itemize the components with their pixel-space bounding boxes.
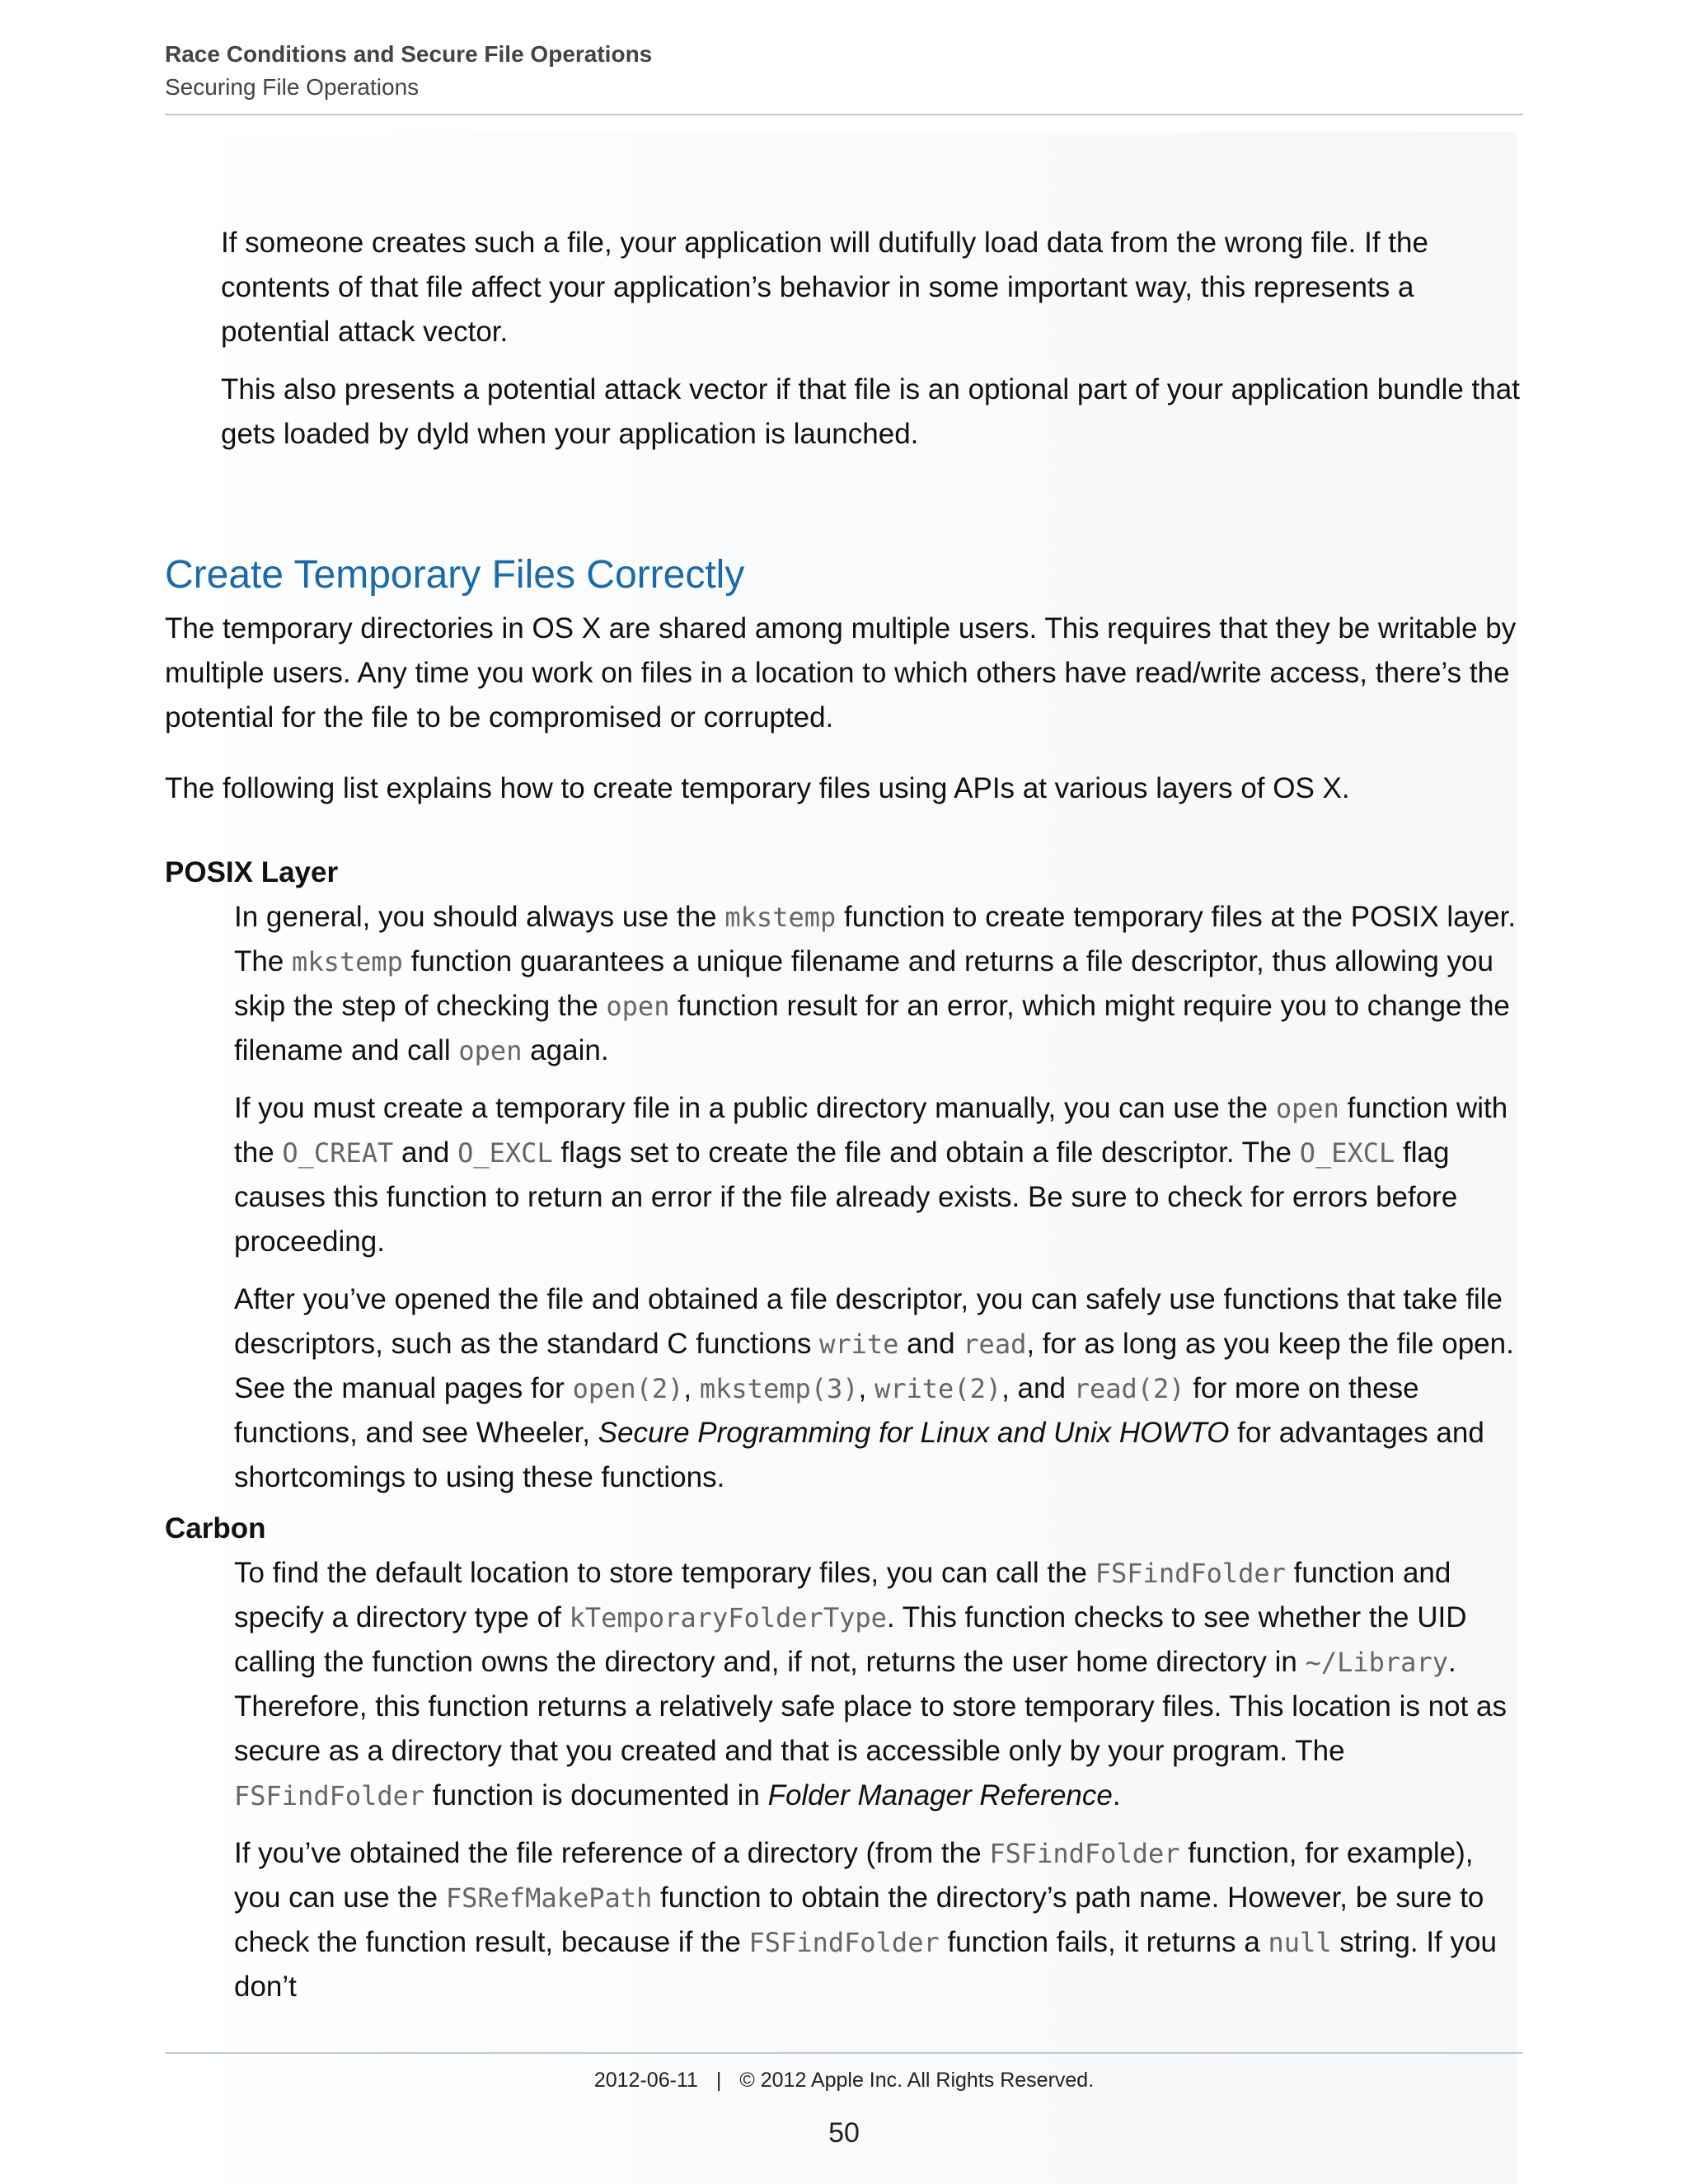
code-null: null — [1268, 1927, 1332, 1958]
intro-block — [221, 221, 1523, 457]
code-write: write — [819, 1329, 899, 1360]
code-open: open — [1275, 1093, 1339, 1124]
code-mkstemp: mkstemp — [724, 902, 837, 933]
page-footer — [0, 2065, 1688, 2095]
book-title-folder-manager: Folder Manager Reference — [767, 1779, 1113, 1811]
code-fsfindfolder: FSFindFolder — [989, 1838, 1180, 1869]
code-library-path: ~/Library — [1305, 1647, 1448, 1678]
header-divider — [165, 114, 1523, 115]
posix-paragraph-1: In general, you should always use the mkstemp function to create temporary files at the POSIX layer. The mkstemp function guarantees a unique filename and returns a file descriptor, thus allowing you skip the step of checking the open function result for an error, which might require you to change the filename and call open again. — [234, 901, 1517, 1066]
posix-layer-definition — [234, 895, 1523, 1500]
code-read-2: read(2) — [1073, 1373, 1185, 1404]
carbon-term: Carbon — [165, 1512, 266, 1544]
footer-separator: | — [715, 2069, 722, 2092]
page-content — [165, 221, 1523, 2009]
footer-divider — [165, 2052, 1523, 2054]
posix-paragraph-3: After you’ve opened the file and obtained a file descriptor, you can safely use functions that take file descriptors, such as the standard C functions write and read, for as long as you keep the file open. See the manual pages for open(2), mkstemp(3), write(2), and read(2) for more on these functions, and see Wheeler, Secure Programming for Linux and Unix HOWTO for advantages and shortcomings to using these functions. — [234, 1283, 1514, 1493]
carbon-paragraph-2: If you’ve obtained the file reference of a directory (from the FSFindFolder function, for example), you can use the FSRefMakePath function to obtain the directory’s path name. However, be sure to check the function result, because if the FSFindFolder function fails, it returns a null string. If you don’t — [234, 1837, 1497, 2003]
code-ktemporaryfoldertype: kTemporaryFolderType — [569, 1602, 887, 1633]
code-o-excl: O_EXCL — [457, 1137, 553, 1169]
section-heading: Create Temporary Files Correctly — [165, 553, 745, 597]
code-o-creat: O_CREAT — [282, 1137, 394, 1169]
code-write-2: write(2) — [874, 1373, 1002, 1404]
code-open: open — [606, 991, 670, 1022]
page-number: 50 — [828, 2117, 860, 2149]
code-o-excl: O_EXCL — [1299, 1137, 1395, 1169]
running-header — [165, 38, 652, 104]
carbon-paragraph-1: To find the default location to store temporary files, you can call the FSFindFolder function and specify a directory type of kTemporaryFolderType. This function checks to see whether the UID calling the function owns the directory and, if not, returns the user home directory in ~/Library. Therefore, this function returns a relatively safe place to store temporary files. This location is not as secure as a directory that you created and that is accessible only by your program. The FSFindFolder function is documented in Folder Manager Reference. — [234, 1557, 1507, 1811]
code-fsfindfolder: FSFindFolder — [748, 1927, 940, 1958]
code-fsrefmakepath: FSRefMakePath — [445, 1882, 653, 1914]
posix-layer-term: POSIX Layer — [165, 856, 339, 888]
code-mkstemp: mkstemp — [292, 946, 403, 977]
code-open: open — [458, 1035, 523, 1066]
intro-paragraph-1: If someone creates such a file, your application will dutifully load data from the wrong file. If the contents of that file affect your application’s behavior in some important way, this represents a potential attack vector. — [221, 227, 1428, 348]
book-title-wheeler: Secure Programming for Linux and Unix HOWTO — [598, 1417, 1230, 1449]
intro-paragraph-2: This also presents a potential attack vector if that file is an optional part of your application bundle that gets loaded by dyld when your application is launched. — [221, 373, 1520, 450]
code-fsfindfolder: FSFindFolder — [1095, 1558, 1286, 1589]
footer-date: 2012-06-11 — [593, 2069, 698, 2092]
code-read: read — [963, 1329, 1027, 1360]
code-mkstemp-3: mkstemp(3) — [699, 1373, 859, 1404]
posix-paragraph-2: If you must create a temporary file in a public directory manually, you can use the open function with the O_CREAT and O_EXCL flags set to create the file and obtain a file descriptor. The O_EXCL flag causes this function to return an error if the file already exists. Be sure to check for errors before proceeding. — [234, 1092, 1508, 1258]
section-paragraph-1: The temporary directories in OS X are shared among multiple users. This requires that they be writable by multiple users. Any time you work on files in a location to which others have read/write access, there’s the potential for the file to be compromised or corrupted. — [165, 612, 1517, 733]
section-title: Securing File Operations — [165, 74, 420, 100]
code-open-2: open(2) — [572, 1373, 684, 1404]
chapter-title: Race Conditions and Secure File Operations — [165, 41, 653, 67]
carbon-definition — [234, 1551, 1523, 2009]
section-paragraph-2: The following list explains how to create temporary files using APIs at various layers of OS X. — [165, 772, 1350, 804]
footer-copyright: © 2012 Apple Inc. All Rights Reserved. — [739, 2069, 1095, 2092]
code-fsfindfolder: FSFindFolder — [234, 1780, 425, 1811]
